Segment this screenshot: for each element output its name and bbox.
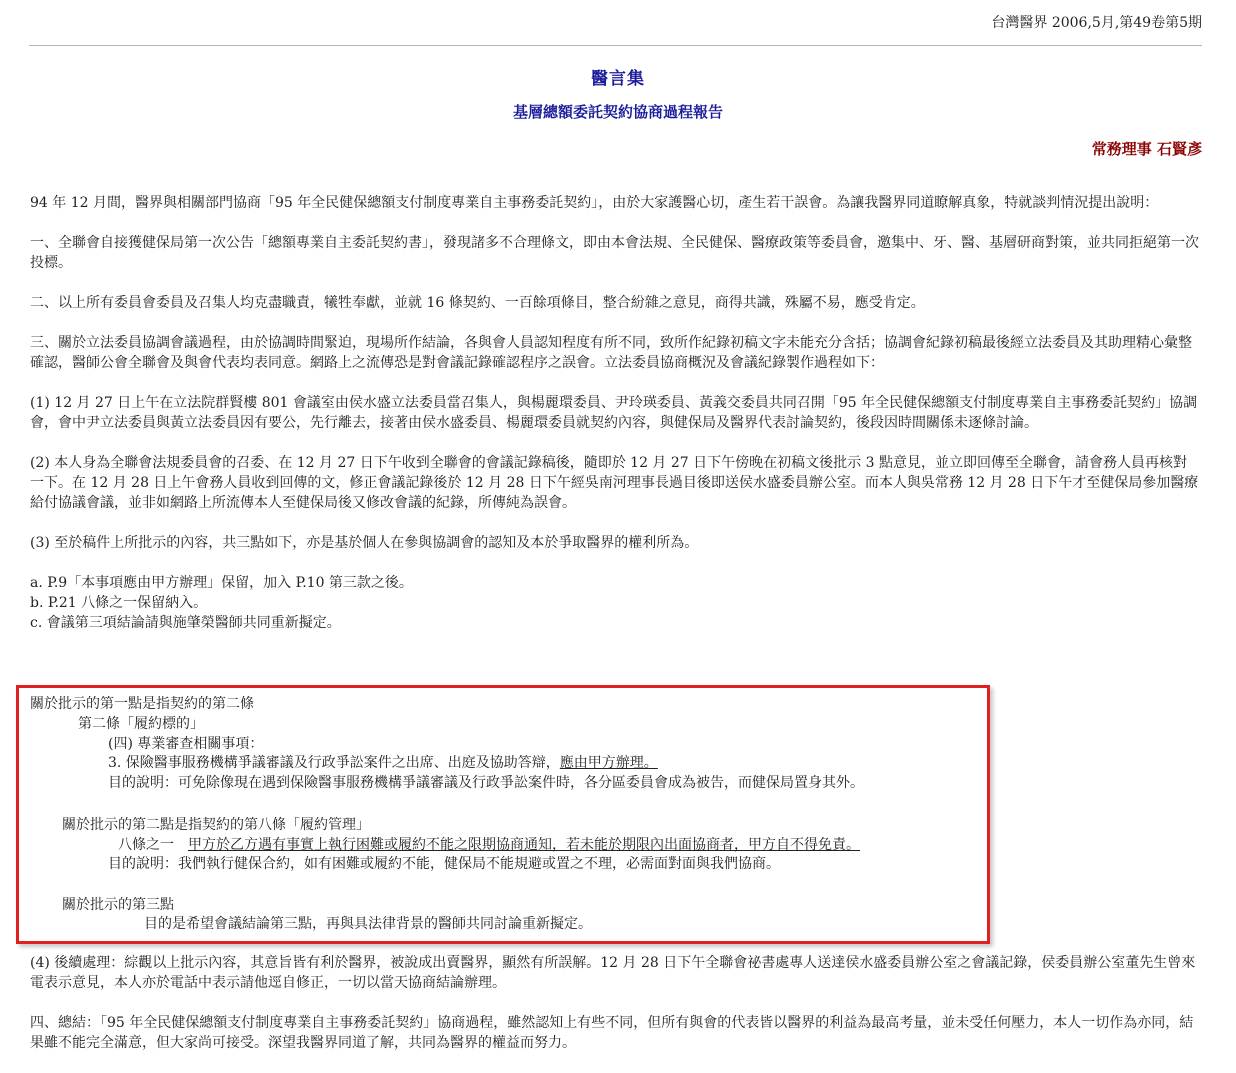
underlined-clause: 應由甲方辦理。 xyxy=(559,755,658,771)
highlight-line-4 xyxy=(108,753,658,773)
paragraph-summary: 四、總結：「95 年全民健保總額支付制度專業自主事務委託契約」協商過程，雖然認知上有些不同，但所有與會的代表皆以醫界的利益為最高考量，並未受任何壓力，本人一切作為亦同，結果雖不能完全滿意，但大家尚可接受。深望我醫界同道了解，共同為醫界的權益而努力。 xyxy=(30,1015,1194,1051)
column-title: 醫言集 xyxy=(591,69,645,89)
list-item: b. P.21 八條之一保留納入。 xyxy=(30,595,208,611)
paragraph-item-3: (3) 至於稿件上所批示的內容，共三點如下，亦是基於個人在參與協調會的認知及本於爭取醫界的權利所為。 xyxy=(30,535,699,551)
article-body xyxy=(30,193,1200,653)
list-item: c. 會議第三項結論請與施肇榮醫師共同重新擬定。 xyxy=(30,615,341,631)
highlight-line-6: 關於批示的第二點是指契約的第八條「履約管理」 xyxy=(62,817,370,833)
paragraph-item-1: (1) 12 月 27 日上午在立法院群賢樓 801 會議室由侯水盛立法委員當召集人，與楊麗環委員、尹玲瑛委員、黃義交委員共同召開「95 年全民健保總額支付制度專業自主事務委託契約」協調會，會中尹立法委員與黃立法委員因有要公，先行離去，接著由侯水盛委員、楊麗環委員就契約內容，與健保局及醫界代表討論契約，後段因時間關係未逐條討論。 xyxy=(30,395,1198,431)
paragraph-2: 二、以上所有委員會委員及召集人均克盡職責，犧牲奉獻，並就 16 條契約、一百餘項條目，整合紛雜之意見，商得共識，殊屬不易，應受肯定。 xyxy=(30,295,925,311)
highlight-line-9: 關於批示的第三點 xyxy=(62,897,174,913)
annotation-list xyxy=(30,573,1200,633)
intro-paragraph: 94 年 12 月間，醫界與相關部門協商「95 年全民健保總額支付制度專業自主事務委託契約」，由於大家護醫心切，產生若干誤會。為讓我醫界同道瞭解真象，特就談判情況提出說明： xyxy=(30,195,1159,211)
author-byline: 常務理事 石賢彥 xyxy=(1091,140,1202,158)
highlight-line-2: 第二條「履約標的」 xyxy=(78,716,204,732)
highlight-line-1: 關於批示的第一點是指契約的第二條 xyxy=(30,696,254,712)
highlight-line-8: 目的說明：我們執行健保合約，如有困難或履約不能，健保局不能規避或置之不理，必需面對面與我們協商。 xyxy=(108,856,780,872)
header-divider xyxy=(29,45,1202,46)
paragraph-1: 一、全聯會自接獲健保局第一次公告「總額專業自主委託契約書」，發現諸多不合理條文，即由本會法規、全民健保、醫療政策等委員會，邀集中、牙、醫、基層研商對策，並共同拒絕第一次投標。 xyxy=(30,235,1199,271)
paragraph-item-2: (2) 本人身為全聯會法規委員會的召委、在 12 月 27 日下午收到全聯會的會議記錄稿後，隨即於 12 月 27 日下午傍晚在初稿文後批示 3 點意見，並立即回傳至全聯會，請會務人員再核對一下。在 12 月 28 日上午會務人員收到回傳的文，修正會議記錄後於 12 月 28 日下午經吳南河理事長過目後即送侯水盛委員辦公室。而本人與吳常務 12 月 28 日下午才至健保局參加醫療給付協議會議，並非如網路上所流傳本人至健保局後又修改會議的紀錄，所傳純為誤會。 xyxy=(30,455,1199,511)
paragraph-3: 三、關於立法委員協調會議過程，由於協調時間緊迫，現場所作結論，各與會人員認知程度有所不同，致所作紀錄初稿文字未能充分含括；協調會紀錄初稿最後經立法委員及其助理精心彙整確認，醫師公會全聯會及與會代表均表同意。網路上之流傳恐是對會議記錄確認程序之誤會。立法委員協商概況及會議紀錄製作過程如下： xyxy=(30,335,1192,371)
report-title: 基層總額委託契約協商過程報告 xyxy=(512,103,723,121)
highlight-line-5: 目的說明：可免除像現在遇到保險醫事服務機構爭議審議及行政爭訟案件時，各分區委員會成為被告，而健保局置身其外。 xyxy=(108,775,864,791)
journal-issue: 台灣醫界 2006,5月,第49卷第5期 xyxy=(991,15,1202,31)
list-item: a. P.9「本事項應由甲方辦理」保留，加入 P.10 第三款之後。 xyxy=(30,575,413,591)
article-closing xyxy=(30,953,1200,1073)
highlight-line-3: (四) 專業審查相關事項： xyxy=(108,736,264,752)
clause-label: 八條之一 xyxy=(118,837,174,853)
clause-text: 3. 保險醫事服務機構爭議審議及行政爭訟案件之出席、出庭及協助答辯， xyxy=(108,755,560,771)
highlight-line-10: 目的是希望會議結論第三點，再與具法律背景的醫師共同討論重新擬定。 xyxy=(144,916,592,932)
paragraph-item-4: (4) 後續處理：綜觀以上批示內容，其意旨皆有利於醫界，被說成出賣醫界，顯然有所誤解。12 月 28 日下午全聯會祕書處專人送達侯水盛委員辦公室之會議記錄，侯委員辦公室董先生曾來電表示意見，本人亦於電話中表示請他逕自修正，一切以當天協商結論辦理。 xyxy=(30,955,1196,991)
underlined-clause: 甲方於乙方遇有事實上執行困難或履約不能之限期協商通知，若未能於期限內出面協商者，甲方自不得免責。 xyxy=(188,837,860,853)
highlight-line-7 xyxy=(118,835,860,855)
